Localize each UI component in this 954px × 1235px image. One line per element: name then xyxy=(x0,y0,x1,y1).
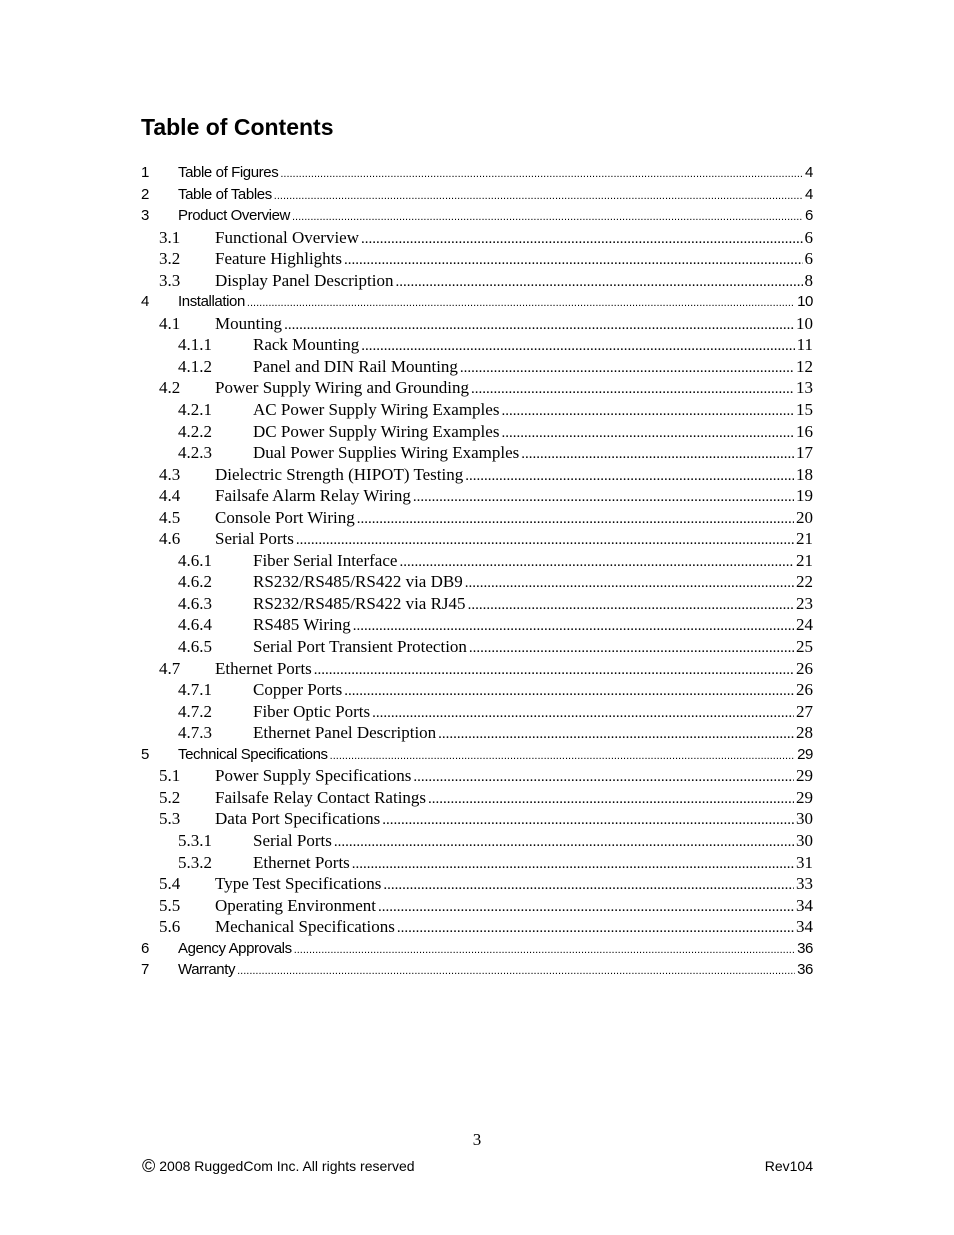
toc-entry-number: 1 xyxy=(141,164,149,181)
toc-entry-number: 4.6.2 xyxy=(178,572,212,592)
toc-entry-number: 4 xyxy=(141,293,149,311)
toc-entry-page: 34 xyxy=(796,895,813,915)
toc-entry[interactable] xyxy=(141,701,813,723)
page-number: 3 xyxy=(472,1130,482,1149)
toc-entry-page: 6 xyxy=(805,207,813,225)
toc-entry-page: 15 xyxy=(796,400,813,420)
toc-entry-title: Operating Environment xyxy=(215,895,376,915)
toc-dot-leader xyxy=(395,272,802,292)
toc-entry[interactable] xyxy=(141,248,813,270)
toc-entry-page: 10 xyxy=(797,293,813,311)
toc-entry-number: 4.2 xyxy=(159,378,181,398)
toc-entry-number: 3 xyxy=(141,207,149,225)
toc-entry-title: Console Port Wiring xyxy=(215,507,355,527)
toc-dot-leader xyxy=(521,444,794,464)
toc-entry-number: 5.5 xyxy=(159,895,181,915)
toc-entry-number: 5.2 xyxy=(159,787,181,807)
toc-entry-page: 24 xyxy=(796,615,813,635)
toc-entry[interactable] xyxy=(141,291,813,313)
toc-dot-leader xyxy=(382,810,794,830)
footer-copyright-text: 2008 RuggedCom Inc. All rights reserved xyxy=(159,1158,415,1174)
toc-entry-title: Table of Tables xyxy=(178,185,272,203)
toc-entry[interactable] xyxy=(141,205,813,227)
toc-dot-leader xyxy=(501,423,794,443)
toc-entry[interactable] xyxy=(141,356,813,378)
toc-entry-number: 5 xyxy=(141,745,149,763)
toc-entry[interactable] xyxy=(141,227,813,249)
toc-entry-page: 31 xyxy=(796,852,813,872)
toc-dot-leader xyxy=(465,573,794,593)
toc-dot-leader xyxy=(383,875,794,895)
toc-dot-leader xyxy=(378,897,794,917)
toc-entry-title: Panel and DIN Rail Mounting xyxy=(253,356,458,376)
toc-entry-number: 4.6.3 xyxy=(178,593,212,613)
toc-entry-number: 2 xyxy=(141,185,149,203)
toc-entry[interactable] xyxy=(141,571,813,593)
toc-entry-page: 8 xyxy=(804,270,813,290)
toc-entry[interactable] xyxy=(141,507,813,529)
toc-entry-number: 5.3.1 xyxy=(178,830,212,850)
toc-entry-title: Ethernet Ports xyxy=(253,852,350,872)
toc-dot-leader xyxy=(468,595,794,615)
toc-entry-title: Serial Ports xyxy=(215,529,294,549)
toc-entry-page: 30 xyxy=(796,830,813,850)
toc-dot-leader xyxy=(469,638,794,658)
toc-dot-leader xyxy=(460,358,794,378)
toc-entry-title: Data Port Specifications xyxy=(215,809,381,829)
toc-entry-title: Type Test Specifications xyxy=(215,874,382,894)
toc-entry[interactable] xyxy=(141,162,813,184)
toc-entry-number: 4.1 xyxy=(159,313,181,333)
toc-entry-title: Failsafe Alarm Relay Wiring xyxy=(215,486,411,506)
toc-entry[interactable] xyxy=(141,528,813,550)
toc-entry-page: 18 xyxy=(796,464,813,484)
toc-entry-number: 5.6 xyxy=(159,917,181,937)
toc-entry-title: Failsafe Relay Contact Ratings xyxy=(215,787,427,807)
toc-entry[interactable] xyxy=(141,722,813,744)
toc-entry[interactable] xyxy=(141,765,813,787)
toc-entry[interactable] xyxy=(141,938,813,960)
toc-dot-leader xyxy=(361,229,803,249)
toc-entry-title: Mechanical Specifications xyxy=(215,917,395,937)
toc-entry[interactable] xyxy=(141,787,813,809)
toc-dot-leader xyxy=(471,379,794,399)
toc-dot-leader xyxy=(372,703,794,723)
toc-entry-page: 6 xyxy=(804,227,813,247)
toc-entry-title: Warranty xyxy=(178,961,236,979)
toc-entry[interactable] xyxy=(141,313,813,335)
toc-entry-page: 34 xyxy=(796,917,813,937)
toc-dot-leader xyxy=(314,660,794,680)
toc-entry-page: 17 xyxy=(796,443,813,463)
toc-entry-number: 3.3 xyxy=(159,270,181,290)
toc-entry-page: 6 xyxy=(804,249,813,269)
toc-entry-page: 33 xyxy=(796,874,813,894)
toc-dot-leader xyxy=(361,336,794,356)
toc-entry-page: 4 xyxy=(805,164,813,181)
toc-dot-leader xyxy=(330,746,795,766)
toc-dot-leader xyxy=(413,767,794,787)
toc-entry[interactable] xyxy=(141,421,813,443)
toc-entry-title: Agency Approvals xyxy=(178,939,292,957)
toc-entry-page: 10 xyxy=(796,313,813,333)
toc-entry-number: 4.7.3 xyxy=(178,723,212,743)
toc-entry-page: 13 xyxy=(796,378,813,398)
page-title: Table of Contents xyxy=(141,114,334,140)
toc-entry-title: Ethernet Panel Description xyxy=(253,723,437,743)
toc-dot-leader xyxy=(334,832,794,852)
toc-entry-page: 16 xyxy=(796,421,813,441)
toc-entry-number: 4.3 xyxy=(159,464,181,484)
toc-entry-title: Functional Overview xyxy=(215,227,359,247)
toc-dot-leader xyxy=(296,530,794,550)
toc-dot-leader xyxy=(352,854,794,874)
toc-entry[interactable] xyxy=(141,852,813,874)
toc-entry-title: Dual Power Supplies Wiring Examples xyxy=(253,443,520,463)
toc-entry-number: 4.5 xyxy=(159,507,181,527)
toc-entry[interactable] xyxy=(141,485,813,507)
toc-entry-title: Installation xyxy=(178,293,245,311)
toc-entry[interactable] xyxy=(141,270,813,292)
toc-entry-number: 5.3.2 xyxy=(178,852,212,872)
toc-dot-leader xyxy=(274,186,803,206)
toc-entry[interactable] xyxy=(141,550,813,572)
toc-entry[interactable] xyxy=(141,399,813,421)
toc-entry-number: 4.6.5 xyxy=(178,637,212,657)
toc-entry-number: 4.1.2 xyxy=(178,356,212,376)
toc-entry-page: 21 xyxy=(796,550,813,570)
footer-revision: Rev104 xyxy=(764,1158,813,1174)
toc-dot-leader xyxy=(413,487,794,507)
toc-entry-title: RS485 Wiring xyxy=(253,615,351,635)
toc-entry-page: 27 xyxy=(796,701,813,721)
toc-entry-title: Fiber Optic Ports xyxy=(253,701,371,721)
toc-entry-page: 23 xyxy=(796,593,813,613)
toc-entry-page: 29 xyxy=(797,745,813,763)
toc-entry-title: Technical Specifications xyxy=(178,745,328,763)
toc-entry-page: 26 xyxy=(796,680,813,700)
toc-entry-page: 36 xyxy=(797,961,813,979)
toc-entry[interactable] xyxy=(141,959,813,981)
toc-entry-title: Copper Ports xyxy=(253,680,343,700)
toc-entry-number: 4.2.2 xyxy=(178,421,212,441)
toc-entry-title: Table of Figures xyxy=(178,164,279,181)
toc-entry[interactable] xyxy=(141,744,813,766)
toc-dot-leader xyxy=(353,616,794,636)
toc-entry[interactable] xyxy=(141,377,813,399)
table-of-contents xyxy=(141,162,813,981)
toc-entry-title: Serial Ports xyxy=(253,830,332,850)
toc-entry-title: Feature Highlights xyxy=(215,249,343,269)
toc-entry-title: Mounting xyxy=(215,313,283,333)
toc-entry-title: Ethernet Ports xyxy=(215,658,312,678)
toc-entry[interactable] xyxy=(141,895,813,917)
toc-dot-leader xyxy=(344,250,802,270)
toc-entry-page: 4 xyxy=(805,185,813,203)
toc-entry[interactable] xyxy=(141,464,813,486)
toc-dot-leader xyxy=(399,552,794,572)
toc-entry-title: Product Overview xyxy=(178,207,290,225)
toc-entry-title: Power Supply Specifications xyxy=(215,766,412,786)
toc-dot-leader xyxy=(247,293,795,313)
toc-entry-page: 25 xyxy=(796,637,813,657)
toc-entry[interactable] xyxy=(141,334,813,356)
toc-entry-page: 29 xyxy=(796,766,813,786)
toc-entry-page: 22 xyxy=(796,572,813,592)
toc-entry-page: 11 xyxy=(796,335,813,355)
toc-entry[interactable] xyxy=(141,830,813,852)
toc-entry-number: 6 xyxy=(141,939,149,957)
toc-dot-leader xyxy=(357,509,794,529)
toc-entry-number: 4.6.4 xyxy=(178,615,212,635)
toc-entry-number: 3.1 xyxy=(159,227,181,247)
toc-entry-title: Rack Mounting xyxy=(253,335,360,355)
toc-entry-page: 28 xyxy=(796,723,813,743)
toc-entry-number: 4.4 xyxy=(159,486,181,506)
toc-entry[interactable] xyxy=(141,679,813,701)
toc-dot-leader xyxy=(397,918,794,938)
toc-entry-page: 19 xyxy=(796,486,813,506)
toc-dot-leader xyxy=(292,207,803,227)
toc-entry-page: 26 xyxy=(796,658,813,678)
copyright-icon: © xyxy=(142,1156,156,1176)
toc-entry[interactable] xyxy=(141,916,813,938)
toc-entry-title: RS232/RS485/RS422 via DB9 xyxy=(253,572,463,592)
toc-entry-number: 7 xyxy=(141,961,149,979)
toc-dot-leader xyxy=(280,164,803,184)
toc-entry-title: Serial Port Transient Protection xyxy=(253,637,467,657)
toc-entry-page: 30 xyxy=(796,809,813,829)
toc-entry-page: 29 xyxy=(796,787,813,807)
toc-dot-leader xyxy=(294,940,795,960)
toc-entry-number: 5.3 xyxy=(159,809,181,829)
toc-dot-leader xyxy=(501,401,794,421)
toc-entry-title: RS232/RS485/RS422 via RJ45 xyxy=(253,593,466,613)
toc-entry[interactable] xyxy=(141,636,813,658)
toc-entry-page: 36 xyxy=(797,939,813,957)
footer-copyright xyxy=(142,1156,415,1177)
toc-entry-number: 4.7.1 xyxy=(178,680,212,700)
toc-entry-number: 3.2 xyxy=(159,249,181,269)
toc-entry[interactable] xyxy=(141,808,813,830)
toc-entry-title: DC Power Supply Wiring Examples xyxy=(253,421,500,441)
toc-dot-leader xyxy=(344,681,794,701)
toc-entry-number: 5.1 xyxy=(159,766,181,786)
toc-entry-number: 5.4 xyxy=(159,874,181,894)
toc-entry[interactable] xyxy=(141,593,813,615)
toc-dot-leader xyxy=(465,466,794,486)
toc-entry-number: 4.1.1 xyxy=(178,335,212,355)
toc-dot-leader xyxy=(428,789,794,809)
toc-entry[interactable] xyxy=(141,184,813,206)
toc-dot-leader xyxy=(284,315,794,335)
toc-entry-title: Power Supply Wiring and Grounding xyxy=(215,378,469,398)
toc-entry-number: 4.2.3 xyxy=(178,443,212,463)
toc-entry-title: Fiber Serial Interface xyxy=(253,550,398,570)
toc-entry-page: 21 xyxy=(796,529,813,549)
toc-entry-number: 4.2.1 xyxy=(178,400,212,420)
toc-dot-leader xyxy=(237,961,795,981)
toc-entry-number: 4.6 xyxy=(159,529,181,549)
toc-entry-number: 4.6.1 xyxy=(178,550,212,570)
toc-entry[interactable] xyxy=(141,658,813,680)
toc-entry[interactable] xyxy=(141,614,813,636)
toc-dot-leader xyxy=(438,724,794,744)
toc-entry[interactable] xyxy=(141,873,813,895)
toc-entry[interactable] xyxy=(141,442,813,464)
toc-entry-number: 4.7.2 xyxy=(178,701,212,721)
toc-entry-page: 12 xyxy=(796,356,813,376)
toc-entry-page: 20 xyxy=(796,507,813,527)
toc-entry-number: 4.7 xyxy=(159,658,181,678)
toc-entry-title: AC Power Supply Wiring Examples xyxy=(253,400,500,420)
toc-entry-title: Dielectric Strength (HIPOT) Testing xyxy=(215,464,464,484)
toc-entry-title: Display Panel Description xyxy=(215,270,394,290)
